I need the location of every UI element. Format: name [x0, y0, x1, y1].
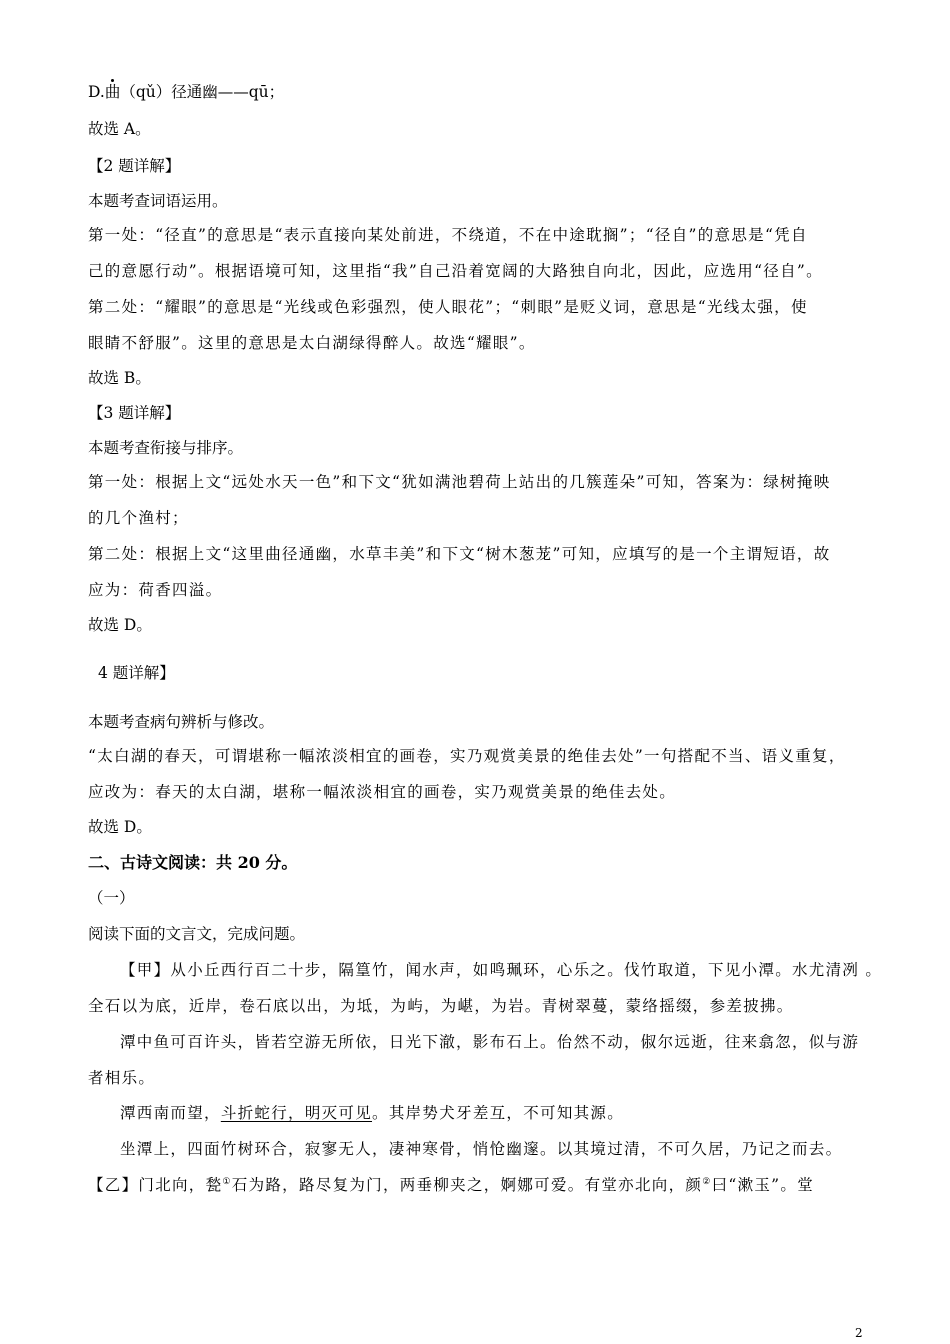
- q3-paragraph-line: 应为：荷香四溢。: [88, 581, 223, 599]
- q4-paragraph-line: “太白湖的春天，可谓堪称一幅浓淡相宜的画卷，实乃观赏美景的绝佳去处”一句搭配不当、语义重复，: [88, 747, 846, 765]
- option-d-label: D.: [88, 83, 105, 101]
- q4-intro: 本题考查病句辨析与修改。: [88, 713, 275, 731]
- reading-instruction: 阅读下面的文言文，完成问题。: [88, 925, 306, 943]
- passage-jia-line: 者相乐。: [88, 1069, 156, 1087]
- q2-answer: 故选 B。: [88, 369, 151, 387]
- q4-heading: 4 题详解】: [98, 664, 175, 682]
- passage-text: 。其岸势犬牙差互，不可知其源。: [372, 1104, 625, 1122]
- q3-intro: 本题考查衔接与排序。: [88, 439, 244, 457]
- q2-paragraph-line: 第二处：“耀眼”的意思是“光线或色彩强烈，使人眼花”；“刺眼”是贬义词，意思是“光线太强，使: [88, 298, 808, 316]
- q2-paragraph-line: 己的意愿行动”。根据语境可知，这里指“我”自己沿着宽阔的大路独自向北，因此，应选用“径自”。: [88, 262, 823, 280]
- passage-text: 【乙】门北向，甃: [88, 1176, 223, 1194]
- q2-heading: 【2 题详解】: [88, 157, 181, 175]
- q3-heading: 【3 题详解】: [88, 404, 181, 422]
- subsection-label: （一）: [88, 889, 135, 907]
- q3-paragraph-line: 第二处：根据上文“这里曲径通幽，水草丰美”和下文“树木葱茏”可知，应填写的是一个主谓短语，故: [88, 545, 831, 563]
- q4-answer: 故选 D。: [88, 818, 152, 836]
- passage-jia-line: 【甲】从小丘西行百二十步，隔篁竹，闻水声，如鸣珮环，心乐之。伐竹取道，下见小潭。水尤清冽 。: [120, 961, 883, 979]
- footnote-marker: ①: [222, 1177, 232, 1187]
- q3-answer: 故选 D。: [88, 616, 152, 634]
- passage-text: 石为路，路尽复为门，两垂柳夹之，婀娜可爱。有堂亦北向，颜: [231, 1176, 703, 1194]
- q3-paragraph-line: 第一处：根据上文“远处水天一色”和下文“犹如满池碧荷上站出的几簇莲朵”可知，答案为：绿树掩映: [88, 473, 831, 491]
- q4-paragraph-line: 应改为：春天的太白湖，堪称一幅浓淡相宜的画卷，实乃观赏美景的绝佳去处。: [88, 783, 677, 801]
- option-d-text: （qǔ）径通幽——qū；: [120, 83, 285, 101]
- passage-jia-line: [120, 1103, 624, 1123]
- q1-answer: 故选 A。: [88, 120, 151, 138]
- dotted-char: 曲: [104, 83, 121, 101]
- underlined-sentence: 斗折蛇行，明灭可见: [220, 1104, 373, 1122]
- passage-text: 潭西南而望，: [120, 1104, 221, 1122]
- option-d-line: [88, 82, 284, 102]
- page-number: 2: [855, 1326, 863, 1340]
- passage-yi-line: [88, 1175, 814, 1195]
- passage-text: 曰“漱玉”。堂: [711, 1176, 815, 1194]
- q3-paragraph-line: 的几个渔村；: [88, 509, 189, 527]
- passage-jia-line: 坐潭上，四面竹树环合，寂寥无人，凄神寒骨，悄怆幽邃。以其境过清，不可久居，乃记之而去。: [120, 1140, 843, 1158]
- footnote-marker: ②: [702, 1177, 712, 1187]
- section-title: 二、古诗文阅读：共 20 分。: [88, 853, 298, 872]
- q2-paragraph-line: 眼睛不舒服”。这里的意思是太白湖绿得醉人。故选“耀眼”。: [88, 334, 536, 352]
- q2-paragraph-line: 第一处：“径直”的意思是“表示直接向某处前进，不绕道，不在中途耽搁”；“径自”的意思是“凭自: [88, 226, 808, 244]
- passage-jia-line: 潭中鱼可百许头，皆若空游无所依，日光下澈，影布石上。佁然不动，俶尔远逝，往来翕忽，似与游: [120, 1033, 860, 1051]
- q2-intro: 本题考查词语运用。: [88, 192, 228, 210]
- passage-jia-line: 全石以为底，近岸，卷石底以出，为坻，为屿，为嵁，为岩。青树翠蔓，蒙络摇缀，参差披拂。: [88, 997, 794, 1015]
